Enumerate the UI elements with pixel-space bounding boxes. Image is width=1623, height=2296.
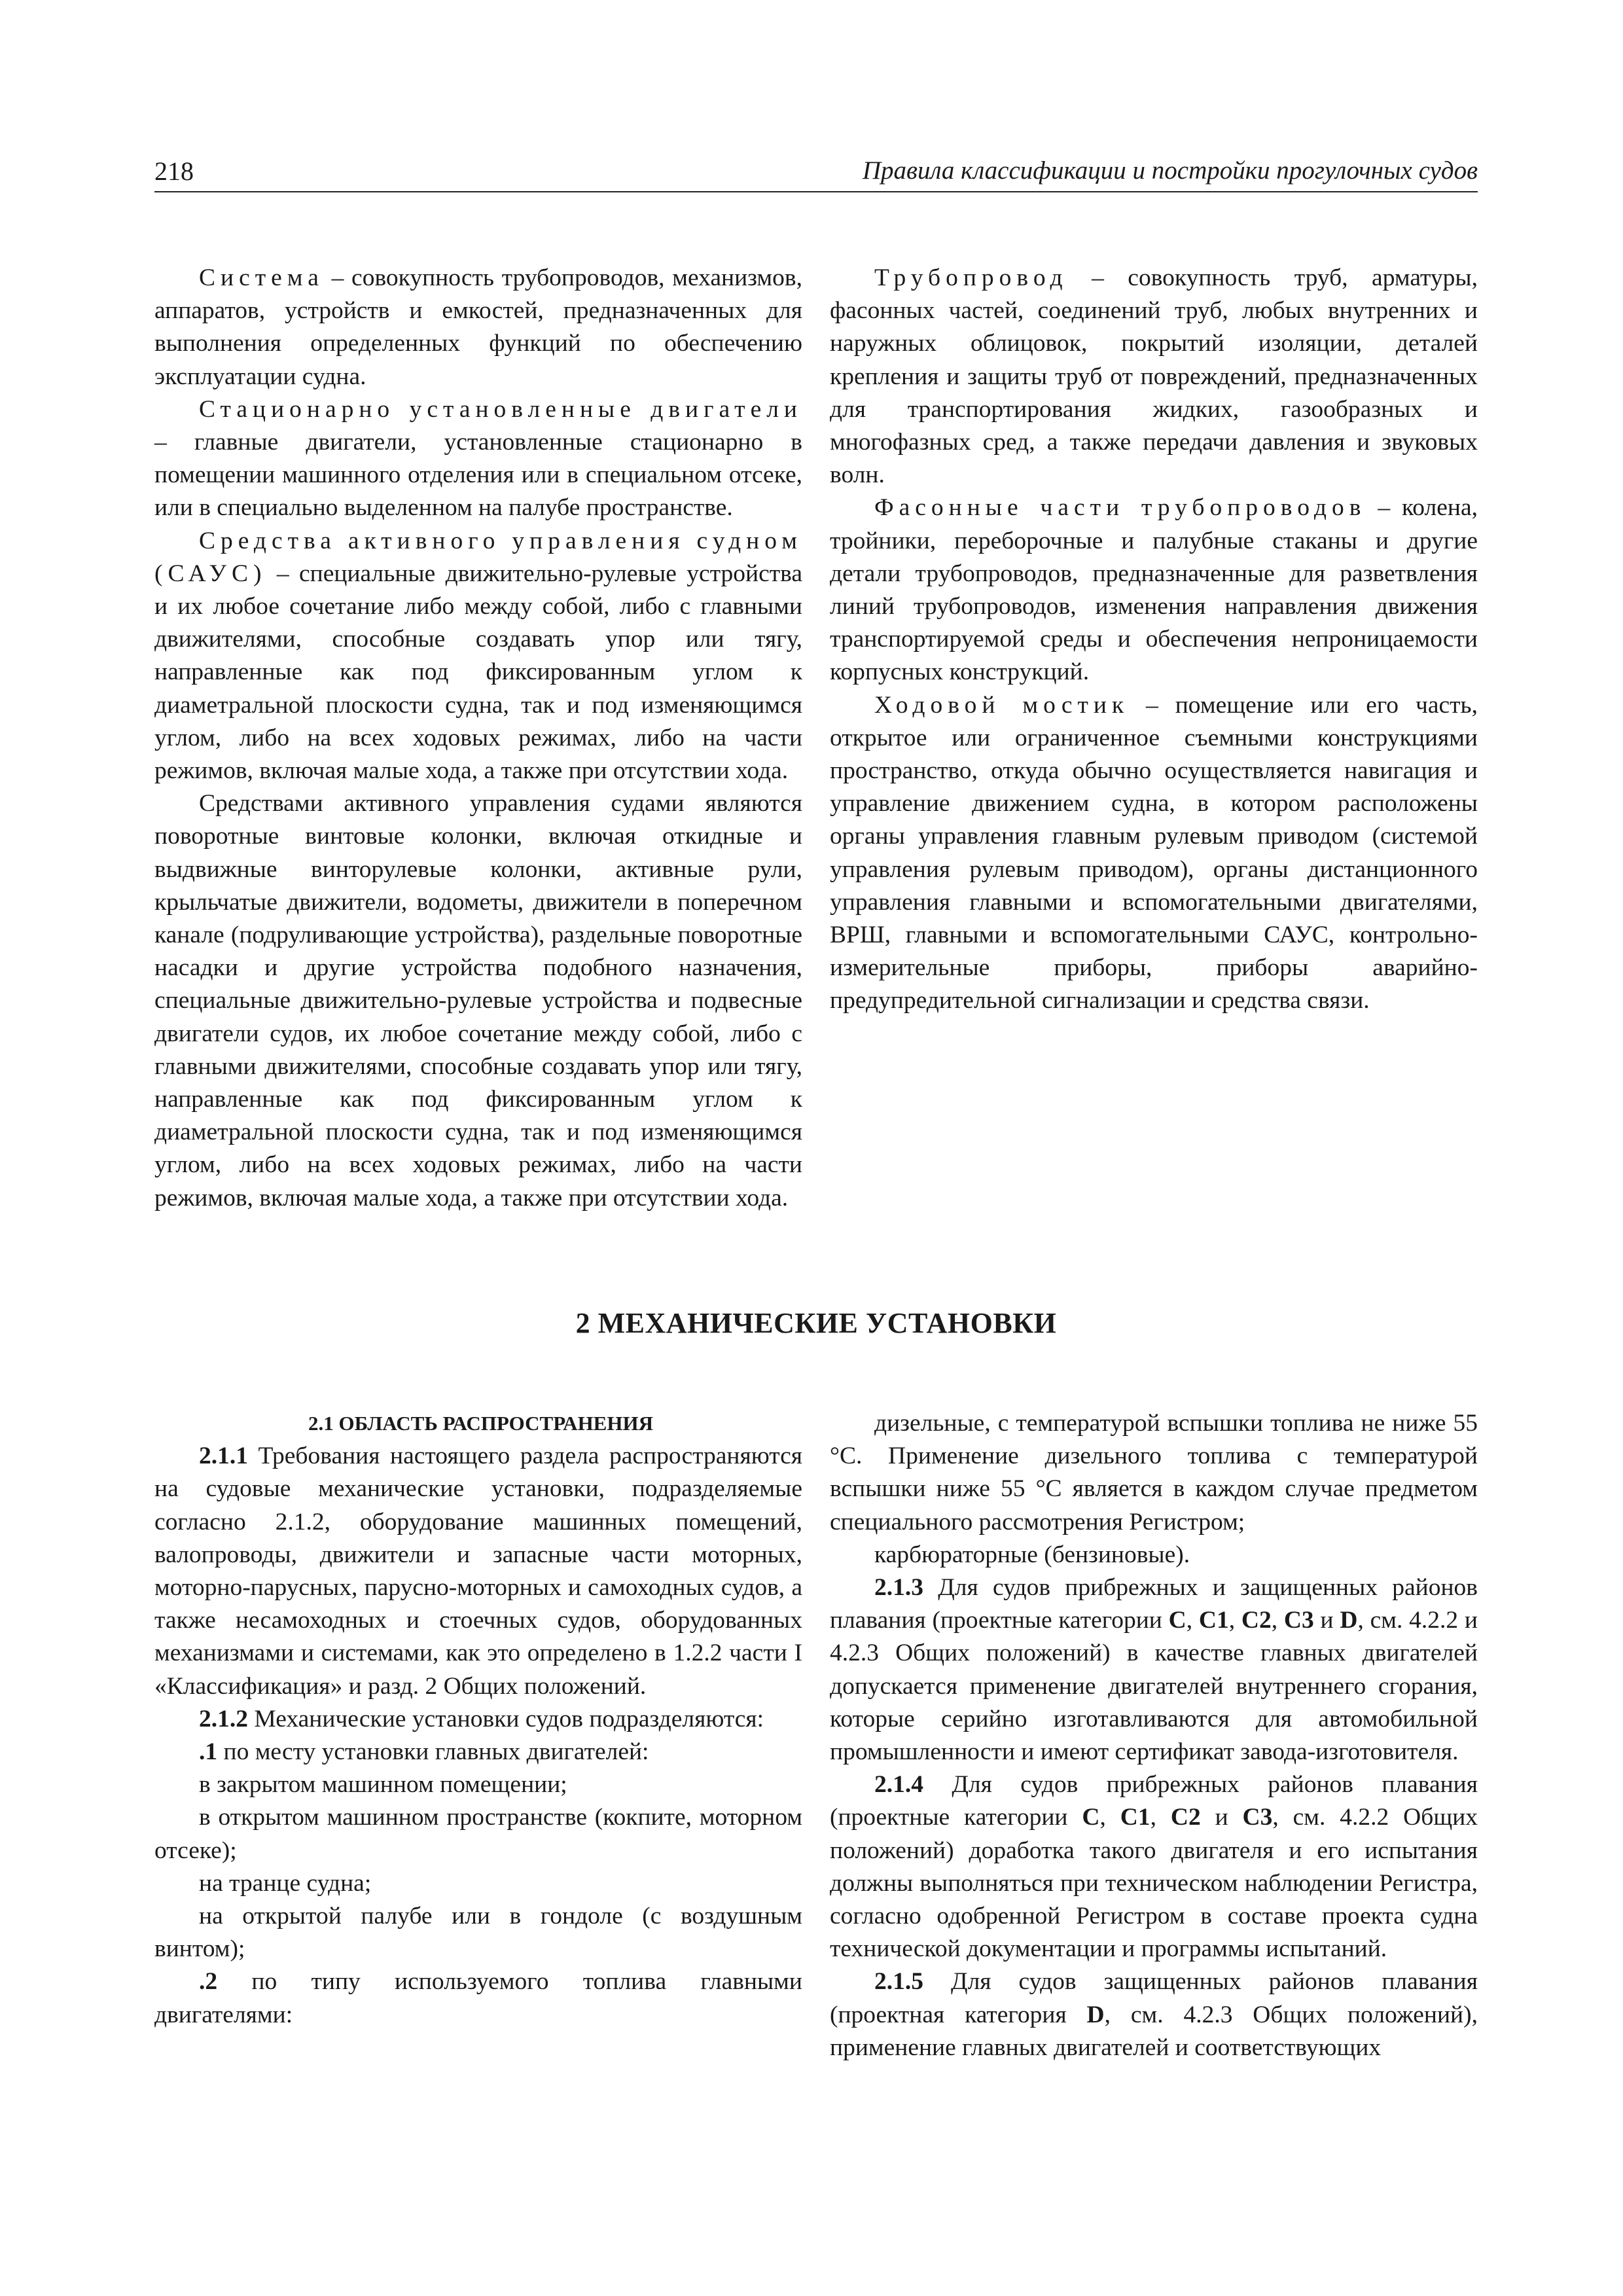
definition-pipe-fittings: Фасонные части трубопроводов – колена, тройники, переборочные и палубные стаканы и другие детали трубопроводов, предназначенные для разветвления линий трубопроводов, изменения направления движения транспортируемой среды и обеспечения непроницаемости корпусных конструкций. xyxy=(830,494,1478,686)
definitions-column-right xyxy=(830,262,1478,1018)
subsection-title: 2.1 ОБЛАСТЬ РАСПРОСТРАНЕНИЯ xyxy=(308,1412,653,1435)
list-item: .1 по месту установки главных двигателей: xyxy=(199,1738,649,1766)
term: Фасонные части трубопроводов xyxy=(874,494,1366,522)
clause-2-1-1: 2.1.1 Требования настоящего раздела распространяются на судовые механические установки, подразделяемые согласно 2.1.2, оборудование машинных помещений, валопроводы, движители и запасные части моторных, моторно-парусных, парусно-моторных и самоходных судов, а также несамоходных и стоечных судов, оборудованных механизмами и системами, как это определено в 1.2.2 части I «Классификация» и разд. 2 Общих положений. xyxy=(154,1443,802,1700)
section-title: 2 МЕХАНИЧЕСКИЕ УСТАНОВКИ xyxy=(575,1307,1057,1339)
term: Трубопровод xyxy=(874,264,1068,291)
definition-stationary-engines: Стационарно установленные двигатели – главные двигатели, установленные стационарно в помещении машинного отделения или в специальном отсеке, или в специально выделенном на палубе пространстве. xyxy=(154,395,802,522)
term: Стационарно установленные двигатели xyxy=(199,395,802,423)
header-rule xyxy=(154,191,1478,192)
term: Средства активного управления судном (САУС) xyxy=(154,527,802,587)
list-item: карбюраторные (бензиновые). xyxy=(874,1541,1190,1568)
clause-2-1-5: 2.1.5 Для судов защищенных районов плавания (проектная категория D, см. 4.2.3 Общих положений), применение главных двигателей и соответствующих xyxy=(830,1968,1478,2061)
term: Ходовой мостик xyxy=(874,691,1130,719)
page-number: 218 xyxy=(154,156,194,186)
page-header xyxy=(154,156,1478,190)
definitions-column-left xyxy=(154,262,802,1215)
list-item: на транце судна; xyxy=(199,1869,372,1897)
list-item: дизельные, с температурой вспышки топлива не ниже 55 °С. Применение дизельного топлива с температурой вспышки ниже 55 °С является в каждом случае предметом специального рассмотрения Регистром; xyxy=(830,1410,1478,1535)
list-item: в закрытом машинном помещении; xyxy=(199,1771,567,1799)
definition-pipeline: Трубопровод – совокупность труб, арматуры, фасонных частей, соединений труб, любых внутренних и наружных облицовок, покрытий изоляции, деталей крепления и защиты труб от повреждений, предназначенных для транспортирования жидких, газообразных и многофазных сред, а также передачи давления и звуковых волн. xyxy=(830,264,1478,489)
clause-2-1-3: 2.1.3 Для судов прибрежных и защищенных районов плавания (проектные категории С, С1, С2, С3 и D, см. 4.2.2 и 4.2.3 Общих положений) в качестве главных двигателей допускается применение двигателей внутреннего сгорания, которые серийно изготавливаются для автомобильной промышленности и имеют сертификат завода-изготовителя. xyxy=(830,1574,1478,1766)
list-item: на открытой палубе или в гондоле (с воздушным винтом); xyxy=(154,1903,802,1963)
list-item: в открытом машинном пространстве (кокпите, моторном отсеке); xyxy=(154,1804,802,1864)
definition-saus-extended: Средствами активного управления судами являются поворотные винтовые колонки, включая откидные и выдвижные винторулевые колонки, активные рули, крыльчатые движители, водометы, движители в поперечном канале (подруливающие устройства), раздельные поворотные насадки и другие устройства подобного назначения, специальные движительно-рулевые устройства и подвесные двигатели судов, их любое сочетание между собой, либо с главными движителями, способные создавать упор или тягу, направленные как под фиксированным углом к диаметральной плоскости судна, так и под изменяющимся углом, либо на всех ходовых режимах, либо на части режимов, включая малые хода, а также при отсутствии хода. xyxy=(154,790,802,1211)
clause-2-1-2: 2.1.2 Механические установки судов подразделяются: xyxy=(199,1705,764,1732)
section-column-right xyxy=(830,1407,1478,2064)
definition-bridge: Ходовой мостик – помещение или его часть, открытое или ограниченное съемными конструкциями пространство, откуда обычно осуществляется навигация и управление движением судна, в котором расположены органы управления главным рулевым приводом (системой управления рулевым приводом), органы дистанционного управления главными и вспомогательными двигателями, ВРШ, главными и вспомогательными САУС, контрольно-измерительные приборы, приборы аварийно-предупредительной сигнализации и средства связи. xyxy=(830,691,1478,1014)
definition-saus: Средства активного управления судном (САУС) – специальные движительно-рулевые устройства и их любое сочетание либо между собой, либо с главными движителями, способные создавать упор или тягу, направленные как под фиксированным углом к диаметральной плоскости судна, так и под изменяющимся углом, либо на всех ходовых режимах, либо на части режимов, включая малые хода, а также при отсутствии хода. xyxy=(154,527,802,785)
term: Система xyxy=(199,264,324,291)
clause-2-1-4: 2.1.4 Для судов прибрежных районов плавания (проектные категории С, С1, С2 и С3, см. 4.2.2 Общих положений) доработка такого двигателя и его испытания должны выполняться при техническом наблюдении Регистра, согласно одобренной Регистром в составе проекта судна технической документации и программы испытаний. xyxy=(830,1771,1478,1963)
section-column-left xyxy=(154,1407,802,2032)
running-title: Правила классификации и постройки прогулочных судов xyxy=(862,156,1478,185)
definition-system: Система – совокупность трубопроводов, механизмов, аппаратов, устройств и емкостей, предназначенных для выполнения определенных функций по обеспечению эксплуатации судна. xyxy=(154,264,802,390)
list-item: .2 по типу используемого топлива главными двигателями: xyxy=(154,1968,802,2028)
